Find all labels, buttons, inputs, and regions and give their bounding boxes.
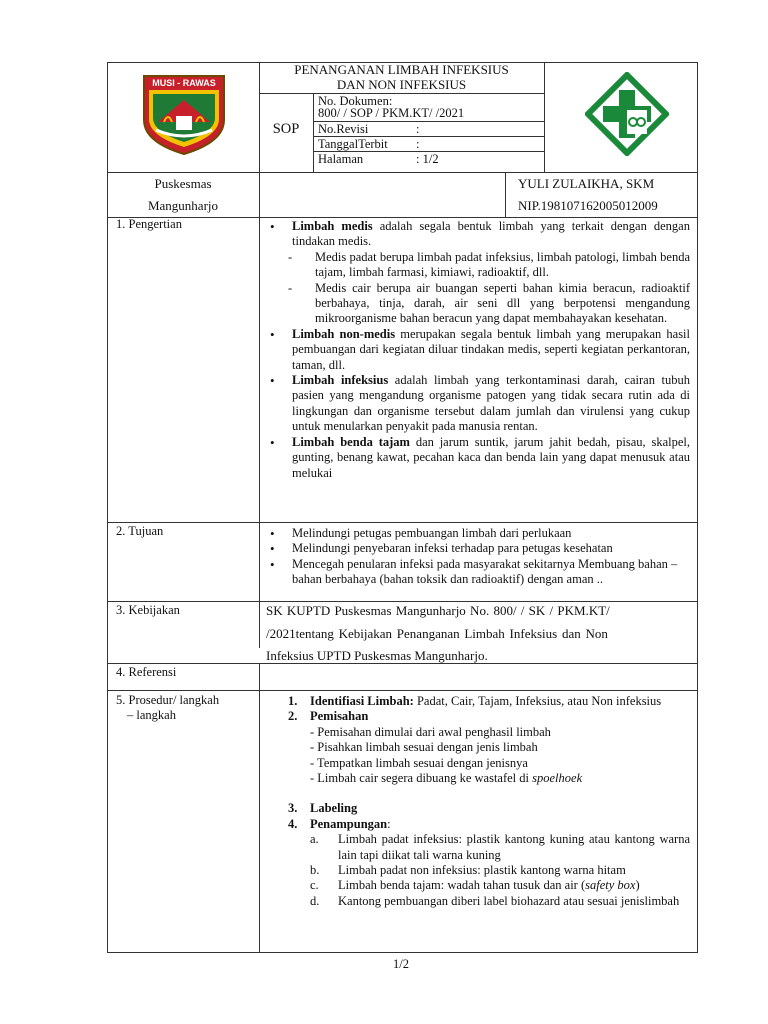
grid-line [107,601,698,602]
list-item [260,327,690,373]
step-number: 3. [288,801,298,816]
step-title: Identifiasi Limbah: [310,694,414,708]
doc-row-label: No.Revisi [318,122,369,136]
sub-list-item [260,894,690,909]
sub-list-item: - Tempatkan limbah sesuai dengan jenisnya [310,755,528,770]
sub-list-item: - Medis padat berupa limbah padat infeksius, limbah patologi, limbah benda tajam, limbah farmasi, kimiawi, radioaktif, dll. [260,250,690,281]
grid-line [505,172,506,217]
logo-text: MUSI - RAWAS [152,78,216,88]
italic-term: safety box [585,878,636,893]
doc-row-label: TanggalTerbit [318,137,388,151]
prosedur-content [260,694,690,909]
kebijakan-line: Infeksius UPTD Puskesmas Mangunharjo. [266,648,488,663]
term: Limbah infeksius [292,373,389,388]
doc-row-value: : [416,122,420,136]
list-item: • Mencegah penularan infeksi pada masyarakat sekitarnya Membuang bahan – bahan berbahaya (bahan toksik dan radioaktif) dengan aman .. [260,557,690,588]
org-name-line1: Puskesmas [154,176,212,191]
section-label-pengertian: 1. Pengertian [116,217,182,231]
item-letter: d. [310,893,320,908]
step-item [260,709,690,724]
grid-line [107,172,698,173]
doc-row-value: : 1/2 [416,152,439,166]
definition: dan jarum suntik, jarum jahit bedah, pisau, skalpel, gunting, benang kawat, pecahan kaca dan benda lain yang dapat menusuk atau melukai [292,434,690,480]
step-title: Labeling [310,801,358,816]
item-letter: b. [310,863,320,878]
item-text: Limbah benda tajam: wadah tahan tusuk dan air ( [338,878,586,893]
item-text: Limbah padat non infeksius: plastik kantong warna hitam [338,863,626,878]
step-text: Padat, Cair, Tajam, Infeksius, atau Non infeksius [413,694,662,708]
kebijakan-line: SK KUPTD Puskesmas Mangunharjo No. 800/ / SK / PKM.KT/ [266,603,610,618]
grid-line [107,522,698,523]
italic-term: spoelhoek [532,771,583,786]
signer-name: YULI ZULAIKHA, SKM [518,176,655,191]
sub-list-item: - Medis cair berupa air buangan seperti bahan kimia beracun, radioaktif berbahaya, tinja, darah, air seni dll yang berpotensi mengandung mikroorganisme bahan beracun yang dapat membahayakan kesehatan. [260,281,690,327]
step-item [260,801,690,816]
grid-line [107,690,698,691]
signer-nip: NIP.198107162005012009 [518,198,658,213]
item-letter: c. [310,878,319,893]
sub-list-text: - Limbah cair segera dibuang ke wastafel di [310,771,533,786]
puskesmas-logo [585,72,669,156]
list-item: • Melindungi petugas pembuangan limbah dari perlukaan [260,526,690,541]
sub-list-item [260,771,690,786]
sop-label: SOP [272,121,300,137]
step-number: 2. [288,709,298,724]
step-text: : [387,816,391,831]
step-number: 4. [288,816,298,831]
musi-rawas-logo [138,72,230,156]
grid-line [313,93,314,172]
sub-list-item [260,832,690,863]
list-item [260,219,690,327]
section-label-prosedur: 5. Prosedur/ langkah [116,693,220,707]
doc-row-value: : [416,137,420,151]
step-title: Pemisahan [310,709,369,724]
list-item [260,435,690,481]
section-label-prosedur-cont: – langkah [127,708,176,722]
term: Limbah medis [292,219,373,233]
item-text-after: ) [635,878,640,893]
list-item [260,373,690,435]
step-number: 1. [288,694,298,708]
step-item [260,817,690,832]
tujuan-content [260,526,690,588]
sub-list-item: - Pemisahan dimulai dari awal penghasil limbah [310,724,551,739]
definition: adalah segala bentuk limbah yang terkait dengan dengan tindakan medis. [292,219,690,249]
section-label-tujuan: 2. Tujuan [116,524,164,538]
doc-row-label: 800/ / SOP / PKM.KT/ /2021 [318,106,465,120]
document-title-line2: DAN NON INFEKSIUS [336,77,467,92]
pemisahan-list [260,725,690,787]
page-number: 1/2 [393,957,409,971]
item-text: Kantong pembuangan diberi label biohazard atau sesuai jenislimbah [338,893,680,908]
penampungan-list [260,832,690,909]
sub-list-item: - Pisahkan limbah sesuai dengan jenis limbah [310,740,538,755]
sub-list-item [260,878,690,893]
list-item: • Melindungi penyebaran infeksi terhadap para petugas kesehatan [260,541,690,556]
grid-line [544,62,545,172]
doc-row-label: No. Dokumen: [318,94,393,108]
term: Limbah non-medis [292,326,396,341]
section-label-kebijakan: 3. Kebijakan [116,603,180,617]
grid-line [259,93,544,94]
org-name-line2: Mangunharjo [147,198,219,213]
term: Limbah benda tajam [292,434,410,449]
sub-list-item [260,863,690,878]
step-item [260,694,690,709]
definition: adalah limbah yang terkontaminasi darah, cairan tubuh pasien yang mengandung organisme patogen yang tidak secara rutin ada di lingkungan dan organisme tersebut dalam jumlah dan virulensi yang cukup untuk menularkan penyakit pada manusia rentan. [292,373,690,434]
kebijakan-line: /2021tentang Kebijakan Penanganan Limbah Infeksius dan Non [266,626,608,641]
doc-row-label: Halaman [318,152,364,166]
section-label-referensi: 4. Referensi [116,665,177,679]
definition: merupakan segala bentuk limbah yang merupakan hasil pembuangan dari kegiatan diluar tindakan medis, seperti kegiatan perkantoran, taman, dll. [292,326,690,372]
pengertian-content [260,219,690,481]
grid-line [107,217,698,218]
document-title-line1: PENANGANAN LIMBAH INFEKSIUS [294,62,509,77]
item-text: Limbah padat infeksius: plastik kantong kuning atau kantong warna lain tapi diikat tali warna kuning [338,832,690,862]
step-title: Penampungan [310,816,388,831]
item-letter: a. [310,832,319,847]
